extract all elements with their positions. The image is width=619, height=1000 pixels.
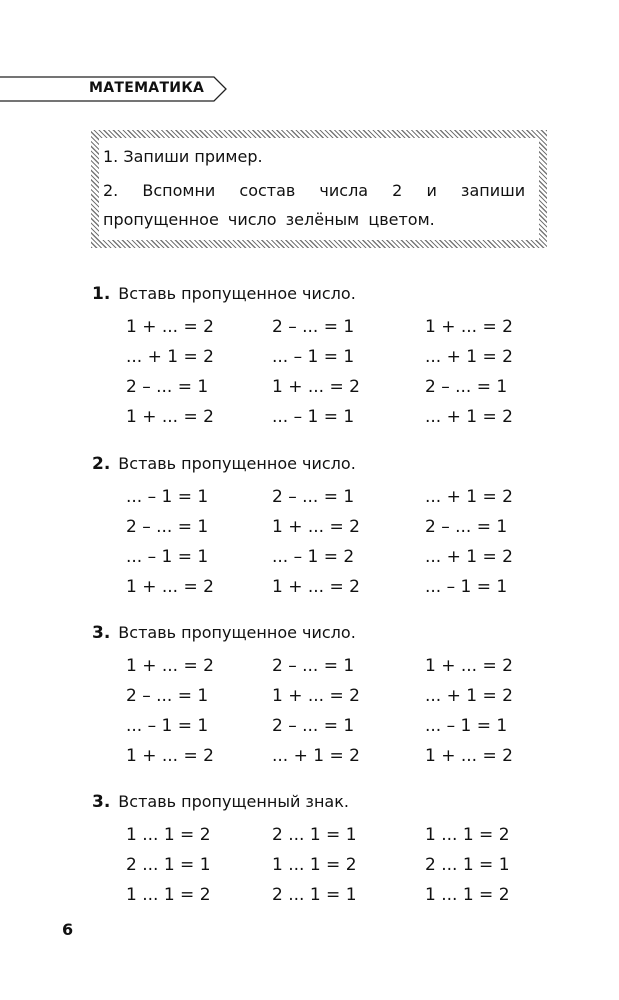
equation: ... + 1 = 2	[425, 487, 513, 507]
section-title: МАТЕМАТИКА	[89, 80, 205, 96]
task-title	[92, 454, 356, 474]
equation: ... + 1 = 2	[425, 547, 513, 567]
equation: ... + 1 = 2	[425, 407, 513, 427]
equation: 2 – ... = 1	[126, 686, 209, 706]
equation: ... – 1 = 1	[126, 487, 209, 507]
equation: 1 + ... = 2	[126, 317, 214, 337]
instruction-line-3: пропущенное число зелёным цветом.	[103, 210, 435, 229]
equation: 1 ... 1 = 2	[272, 855, 357, 875]
equation: 1 + ... = 2	[272, 377, 360, 397]
instruction-box-content	[99, 138, 539, 240]
equation: ... + 1 = 2	[126, 347, 214, 367]
equation: ... + 1 = 2	[425, 347, 513, 367]
equation: ... – 1 = 1	[425, 716, 508, 736]
equation: 2 ... 1 = 1	[272, 885, 357, 905]
equation: 2 – ... = 1	[425, 377, 508, 397]
equation: 1 ... 1 = 2	[425, 885, 510, 905]
equation: ... – 1 = 1	[126, 547, 209, 567]
equation: 2 – ... = 1	[272, 656, 355, 676]
equation: 1 + ... = 2	[272, 517, 360, 537]
equation: 1 ... 1 = 2	[126, 885, 211, 905]
equation: ... – 1 = 1	[126, 716, 209, 736]
instruction-box	[91, 130, 547, 248]
equation: 2 – ... = 1	[272, 487, 355, 507]
equation: ... + 1 = 2	[425, 686, 513, 706]
instruction-line-2: 2. Вспомни состав числа 2 и запиши	[103, 181, 526, 200]
task-number: 3.	[92, 623, 111, 643]
equation: 1 + ... = 2	[425, 317, 513, 337]
equation: ... – 1 = 1	[272, 407, 355, 427]
task-number: 2.	[92, 454, 111, 474]
equation: 1 + ... = 2	[272, 686, 360, 706]
equation: 1 ... 1 = 2	[126, 825, 211, 845]
task-instruction: Вставь пропущенное число.	[118, 454, 356, 473]
equation: ... – 1 = 1	[272, 347, 355, 367]
task-title	[92, 792, 349, 812]
equation: 1 + ... = 2	[425, 746, 513, 766]
equation: 1 + ... = 2	[425, 656, 513, 676]
task-instruction: Вставь пропущенное число.	[118, 284, 356, 303]
equation: 2 – ... = 1	[272, 716, 355, 736]
equation: 2 – ... = 1	[126, 517, 209, 537]
instruction-line-1: 1. Запиши пример.	[103, 147, 263, 166]
equation: ... – 1 = 1	[425, 577, 508, 597]
task-instruction: Вставь пропущенное число.	[118, 623, 356, 642]
equation: 1 ... 1 = 2	[425, 825, 510, 845]
equation: ... + 1 = 2	[272, 746, 360, 766]
equation: 2 – ... = 1	[425, 517, 508, 537]
equation: 1 + ... = 2	[126, 746, 214, 766]
task-title	[92, 623, 356, 643]
task-title	[92, 284, 356, 304]
equation: ... – 1 = 2	[272, 547, 355, 567]
page-number: 6	[62, 920, 74, 939]
equation: 1 + ... = 2	[126, 577, 214, 597]
equation: 2 ... 1 = 1	[272, 825, 357, 845]
task-number: 3.	[92, 792, 111, 812]
equation: 1 + ... = 2	[272, 577, 360, 597]
equation: 1 + ... = 2	[126, 407, 214, 427]
equation: 1 + ... = 2	[126, 656, 214, 676]
task-number: 1.	[92, 284, 111, 304]
task-instruction: Вставь пропущенный знак.	[118, 792, 349, 811]
equation: 2 – ... = 1	[126, 377, 209, 397]
section-header	[0, 76, 230, 102]
equation: 2 – ... = 1	[272, 317, 355, 337]
equation: 2 ... 1 = 1	[425, 855, 510, 875]
equation: 2 ... 1 = 1	[126, 855, 211, 875]
